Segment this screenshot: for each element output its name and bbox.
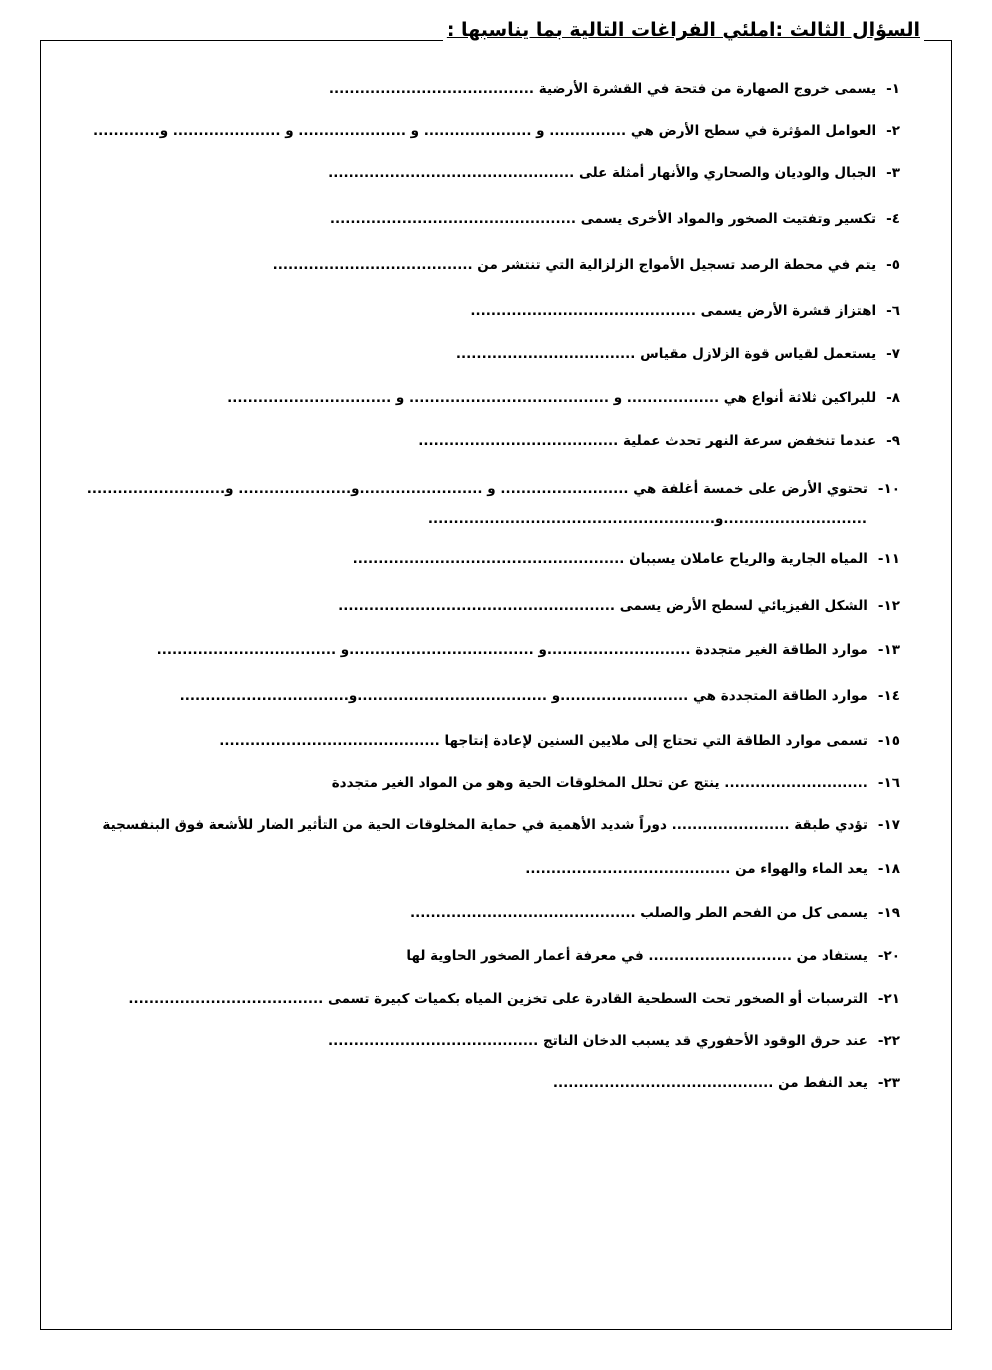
question-text: يعد النفط من ........................................... (552, 1075, 868, 1091)
question-text: يستعمل لقياس قوة الزلازل مقياس ................................... (455, 346, 877, 362)
question-number: ٢- (886, 123, 900, 139)
question-number: ٩- (886, 433, 900, 449)
question-text: يتم في محطة الرصد تسجيل الأمواج الزلزالية التي تنتشر من ....................................... (272, 257, 877, 273)
question-7 (456, 345, 900, 363)
question-number: ١٨- (877, 861, 900, 877)
question-text: اهتزاز قشرة الأرض يسمى ............................................ (470, 303, 877, 319)
question-number: ٥- (886, 257, 900, 273)
question-13 (157, 641, 900, 659)
question-text: يسمى خروج الصهارة من فتحة في القشرة الأرضية ........................................ (328, 81, 877, 97)
question-number: ١٩- (877, 905, 900, 921)
question-text: عند حرق الوقود الأحفوري قد يسبب الدخان الناتج ......................................... (328, 1033, 868, 1049)
question-5 (273, 256, 900, 274)
question-number: ٣- (886, 165, 900, 181)
question-number: ٦- (886, 303, 900, 319)
question-10 (87, 480, 900, 498)
question-4 (330, 210, 900, 228)
question-text: تؤدي طبقة ....................... دوراً شديد الأهمية في حماية المخلوقات الحية من التأثير الضار للأشعة فوق البنفسجية (102, 817, 868, 833)
question-number: ٤- (886, 211, 900, 227)
question-1 (329, 80, 900, 98)
section-title: السؤال الثالث :املئي الفراغات التالية بما يناسبها : (443, 20, 924, 42)
page-frame (40, 40, 952, 1330)
question-6 (470, 302, 900, 320)
question-number: ٢١- (877, 991, 900, 1007)
question-20 (406, 947, 900, 965)
question-text: المياه الجارية والرياح عاملان يسببان ..................................................... (352, 551, 868, 567)
question-text: للبراكين ثلاثة أنواع هي .................. و ....................................... و ................................ (227, 390, 877, 406)
question-text: الترسبات أو الصخور تحت السطحية القادرة على تخزين المياه بكميات كبيرة تسمى ...................................... (128, 991, 868, 1007)
question-number: ١٥- (877, 733, 900, 749)
question-number: ٢٣- (877, 1075, 900, 1091)
question-number: ١١- (877, 551, 900, 567)
question-3 (328, 164, 900, 182)
question-2 (93, 122, 900, 140)
question-17 (102, 816, 900, 834)
question-23 (553, 1074, 900, 1092)
question-21 (128, 990, 900, 1008)
question-text: عندما تنخفض سرعة النهر تحدث عملية ....................................... (418, 433, 877, 449)
question-text: يعد الماء والهواء من ........................................ (525, 861, 868, 877)
question-text: الشكل الفيزيائي لسطح الأرض يسمى ...................................................... (338, 598, 868, 614)
question-text: يسمى كل من الفحم الطر والصلب ............................................ (409, 905, 868, 921)
question-number: ١٧- (877, 817, 900, 833)
question-12 (338, 597, 900, 615)
question-number: ١٢- (877, 598, 900, 614)
question-14 (180, 687, 900, 705)
question-text: الجبال والوديان والصحاري والأنهار أمثلة على ................................................ (328, 165, 877, 181)
question-number: ١٤- (877, 688, 900, 704)
question-number: ٧- (886, 346, 900, 362)
question-number: ٢٢- (877, 1033, 900, 1049)
question-15 (219, 732, 900, 750)
question-number: ٢٠- (877, 948, 900, 964)
question-text: العوامل المؤثرة في سطح الأرض هي ............... و ..................... و ..................... و ..................... و............. (93, 123, 877, 139)
question-text: موارد الطاقة الغير متجددة ............................و ....................................و ................................... (156, 642, 868, 658)
question-16 (332, 774, 900, 792)
question-18 (525, 860, 900, 878)
question-number: ١٦- (877, 775, 900, 791)
question-text: تكسير وتفتيت الصخور والمواد الأخرى يسمى ................................................ (329, 211, 877, 227)
question-number: ١٣- (877, 642, 900, 658)
question-9 (418, 432, 900, 450)
question-8 (227, 389, 900, 407)
question-text: يستفاد من ............................ في معرفة أعمار الصخور الحاوية لها (406, 948, 868, 964)
question-22 (328, 1032, 900, 1050)
question-number: ٨- (886, 390, 900, 406)
question-text: ............................ ينتج عن تحلل المخلوقات الحية وهو من المواد الغير متجددة (331, 775, 868, 791)
question-text: موارد الطاقة المتجددة هي .........................و .....................................و................................. (179, 688, 868, 704)
question-number: ١٠- (877, 481, 900, 497)
question-text: تحتوي الأرض على خمسة أغلفة هي ......................... و ........................و...................... و........................... (86, 481, 868, 497)
question-19 (410, 904, 900, 922)
question-10-continuation: ............................و........................................................ (427, 511, 867, 527)
question-text: تسمى موارد الطاقة التي تحتاج إلى ملايين السنين لإعادة إنتاجها ........................................... (219, 733, 868, 749)
question-11 (353, 550, 900, 568)
question-number: ١- (886, 81, 900, 97)
